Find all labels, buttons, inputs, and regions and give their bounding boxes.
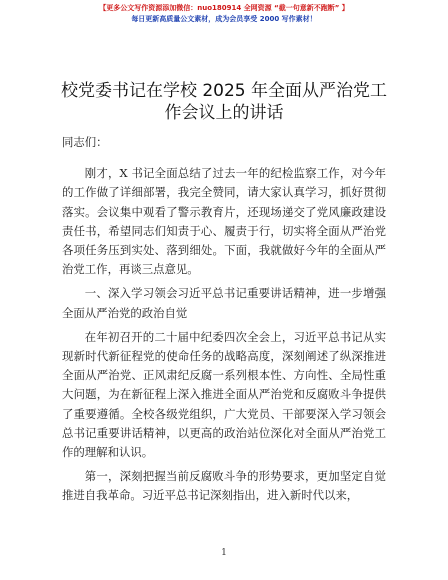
paragraph: 第一，深刻把握当前反腐败斗争的形势要求，更加坚定自觉推进自我革命。习近平总书记深刻指出，进入新时代以来， [62, 469, 386, 503]
promo-banner-line-2: 每日更新高质量公文素材，成为会员享受 2000 写作素材！ [131, 15, 317, 23]
paragraph: 刚才，X 书记全面总结了过去一年的纪检监察工作，对今年的工作做了详细部署，我完全赞同，请大家认真学习，抓好贯彻落实。会议集中观看了警示教育片，还现场递交了党风廉政建设责任书，希望同志们知责于心、履责于行，切实将全面从严治党各项任务压到实处、落到细处。下面，我就做好今年的全面从严治党工作，再谈三点意见。 [62, 166, 386, 277]
paragraph: 在年初召开的二十届中纪委四次全会上，习近平总书记从实现新时代新征程党的使命任务的战略高度，深刻阐述了纵深推进全面从严治党、正风肃纪反腐一系列根本性、方向性、全局性重大问题，为在新征程上深入推进全面从严治党和反腐败斗争提供了重要遵循。全校各级党组织，广大党员、干部要深入学习领会总书记重要讲话精神，以更高的政治站位深化对全面从严治党工作的理解和认识。 [62, 329, 386, 460]
page-number: 1 [221, 548, 227, 558]
greeting: 同志们： [62, 135, 108, 149]
promo-banner [0, 3, 448, 25]
document-title: 校党委书记在学校 2025 年全面从严治党工作会议上的讲话 [60, 81, 388, 123]
section-heading: 一、深入学习领会习近平总书记重要讲话精神，进一步增强全面从严治党的政治自觉 [62, 286, 386, 320]
document-body [62, 133, 386, 511]
promo-banner-line-1: 【更多公文写作资源添加微信：nuo180914 全网资源 “截一句意新不跑断” 】 [99, 4, 349, 12]
